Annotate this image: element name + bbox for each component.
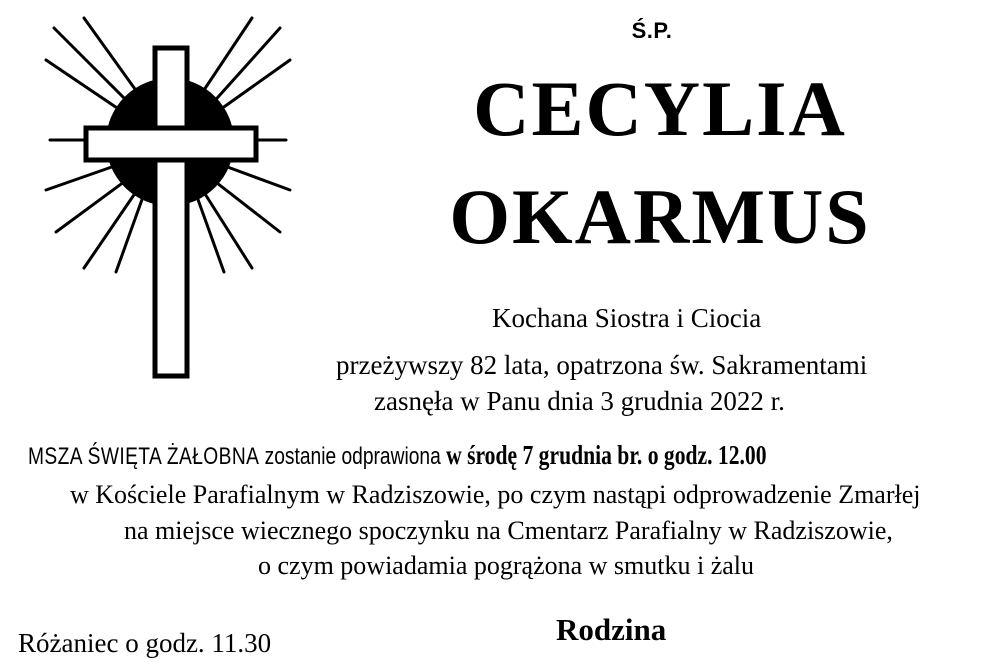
mass-announcement-line [28, 442, 767, 469]
cross-shape [86, 48, 256, 376]
mass-connector: zostanie odprawiona [259, 443, 447, 470]
deceased-last-name: OKARMUS [449, 173, 871, 260]
notify-line: o czym powiadamia pogrążona w smutku i żalu [258, 551, 755, 580]
rosary-time: Różaniec o godz. 11.30 [18, 628, 272, 658]
deceased-prefix: Ś.P. [631, 18, 673, 43]
family-signature: Rodzina [556, 612, 667, 647]
cemetery-line: na miejsce wiecznego spoczynku na Cmentarz Parafialny w Radziszowie, [124, 516, 893, 545]
relation-line: Kochana Siostra i Ciocia [492, 303, 762, 333]
mass-date-time: w środę 7 grudnia br. o godz. 12.00 [446, 440, 767, 470]
church-line: w Kościele Parafialnym w Radziszowie, po czym nastąpi odprowadzenie Zmarłej [70, 480, 921, 509]
deceased-first-name: CECYLIA [473, 65, 847, 152]
death-date-line: zasnęła w Panu dnia 3 grudnia 2022 r. [374, 386, 785, 416]
mass-title: MSZA ŚWIĘTA ŻAŁOBNA [28, 443, 260, 470]
cross-with-rays-icon [40, 10, 300, 380]
age-line: przeżywszy 82 lata, opatrzona św. Sakramentami [336, 350, 868, 380]
